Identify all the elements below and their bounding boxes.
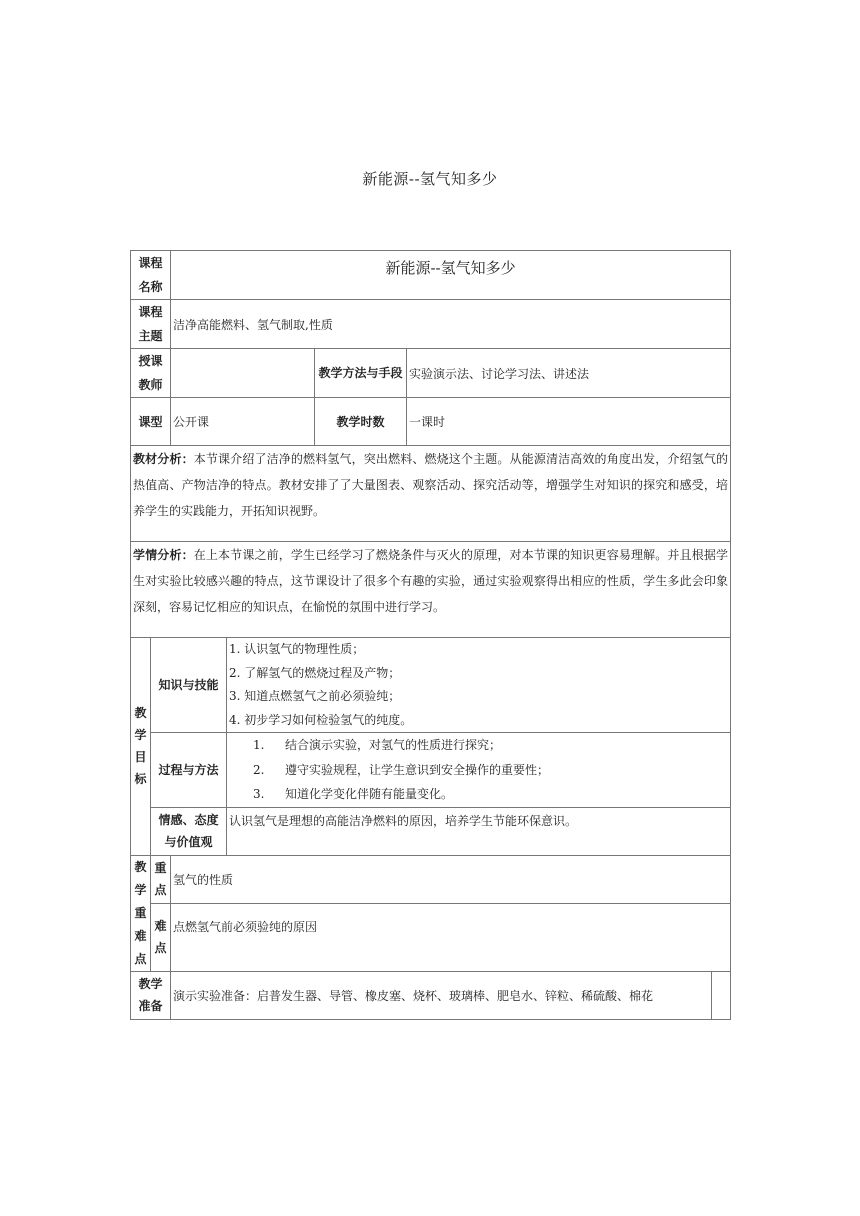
course-topic-value: 洁净高能燃料、氢气制取,性质 <box>171 300 731 349</box>
row-goal-emotion <box>131 807 731 855</box>
row-student-analysis <box>131 542 731 638</box>
row-difficult-point <box>131 904 731 971</box>
process-item <box>229 782 728 807</box>
process-item <box>229 758 728 783</box>
material-analysis-text: 本节课介绍了洁净的燃料氢气，突出燃料、燃烧这个主题。从能源清洁高效的角度出发，介绍氢气的热值高、产物洁净的特点。教材安排了了大量图表、观察活动、探究活动等，增强学生对知识的探究和感受，培养学生的实践能力，开拓知识视野。 <box>133 452 729 518</box>
process-item-text: 遵守实验规程，让学生意识到安全操作的重要性； <box>285 762 550 777</box>
student-analysis-text: 在上本节课之前，学生已经学习了燃烧条件与灭火的原理，对本节课的知识更容易理解。并且根据学生对实验比较感兴趣的特点，这节课设计了很多个有趣的实验，通过实验观察得出相应的性质，学生多此会印象深刻，容易记忆相应的知识点，在愉悦的氛围中进行学习。 <box>133 548 729 614</box>
row-teacher-method <box>131 349 731 398</box>
row-course-topic <box>131 300 731 349</box>
method-label: 教学方法与手段 <box>315 349 407 398</box>
hours-label: 教学时数 <box>315 398 407 446</box>
difficult-label <box>151 904 171 971</box>
student-analysis <box>131 542 731 638</box>
teacher-label: 授课教师 <box>131 349 171 398</box>
process-item-number: 1. <box>253 738 265 752</box>
teacher-value <box>171 349 315 398</box>
difficult-label-text: 难点 <box>154 919 167 956</box>
material-analysis-label: 教材分析： <box>133 452 194 466</box>
goals-label-text: 教学目标 <box>134 706 147 787</box>
knowledge-item: 1. 认识氢气的物理性质； <box>229 642 365 656</box>
difficult-value: 点燃氢气前必须验纯的原因 <box>171 904 731 971</box>
goals-label <box>131 638 151 856</box>
row-preparation <box>131 971 731 1019</box>
row-material-analysis <box>131 446 731 542</box>
prep-value <box>171 971 731 1019</box>
hours-value: 一课时 <box>407 398 731 446</box>
prep-divider <box>711 971 712 1020</box>
student-analysis-label: 学情分析： <box>133 548 194 562</box>
prep-label <box>131 971 171 1019</box>
method-value: 实验演示法、讨论学习法、讲述法 <box>407 349 731 398</box>
row-key-point <box>131 855 731 904</box>
process-item-number: 2. <box>253 762 265 777</box>
course-topic-label: 课程主题 <box>131 300 171 349</box>
material-analysis <box>131 446 731 542</box>
lesson-plan-table <box>130 250 731 1020</box>
knowledge-item: 4. 初步学习如何检验氢气的纯度。 <box>229 712 413 727</box>
process-list <box>229 733 728 807</box>
prep-label-text: 教学准备 <box>138 977 163 1013</box>
type-value: 公开课 <box>171 398 315 446</box>
course-name-value: 新能源--氢气知多少 <box>171 251 731 300</box>
process-item-number: 3. <box>253 787 265 801</box>
page-title: 新能源--氢气知多少 <box>362 170 498 188</box>
row-goal-process <box>131 733 731 808</box>
knowledge-item: 2. 了解氢气的燃烧过程及产物； <box>229 665 401 680</box>
knowledge-list <box>229 638 728 732</box>
prep-text: 演示实验准备：启普发生器、导管、橡皮塞、烧杯、玻璃棒、肥皂水、锌粒、稀硫酸、棉花 <box>173 988 654 1003</box>
course-name-label: 课程名称 <box>131 251 171 300</box>
row-course-name <box>131 251 731 300</box>
emotion-value: 认识氢气是理想的高能洁净燃料的原因，培养学生节能环保意识。 <box>227 807 731 855</box>
knowledge-item: 3. 知道点燃氢气之前必须验纯； <box>229 689 401 703</box>
emotion-label: 情感、态度与价值观 <box>151 807 227 855</box>
process-item-text: 知道化学变化伴随有能量变化。 <box>285 787 454 801</box>
process-label: 过程与方法 <box>151 733 227 808</box>
process-item-text: 结合演示实验，对氢气的性质进行探究； <box>285 738 502 752</box>
key-difficult-label-text: 教学重难点 <box>134 859 147 966</box>
row-type-hours <box>131 398 731 446</box>
knowledge-value <box>227 638 731 733</box>
key-difficult-label <box>131 855 151 971</box>
knowledge-label: 知识与技能 <box>151 638 227 733</box>
process-item <box>229 733 728 758</box>
key-label-text: 重点 <box>154 861 167 898</box>
type-label: 课型 <box>131 398 171 446</box>
row-goal-knowledge <box>131 638 731 733</box>
key-label <box>151 855 171 904</box>
process-value <box>227 733 731 808</box>
key-value: 氢气的性质 <box>171 855 731 904</box>
